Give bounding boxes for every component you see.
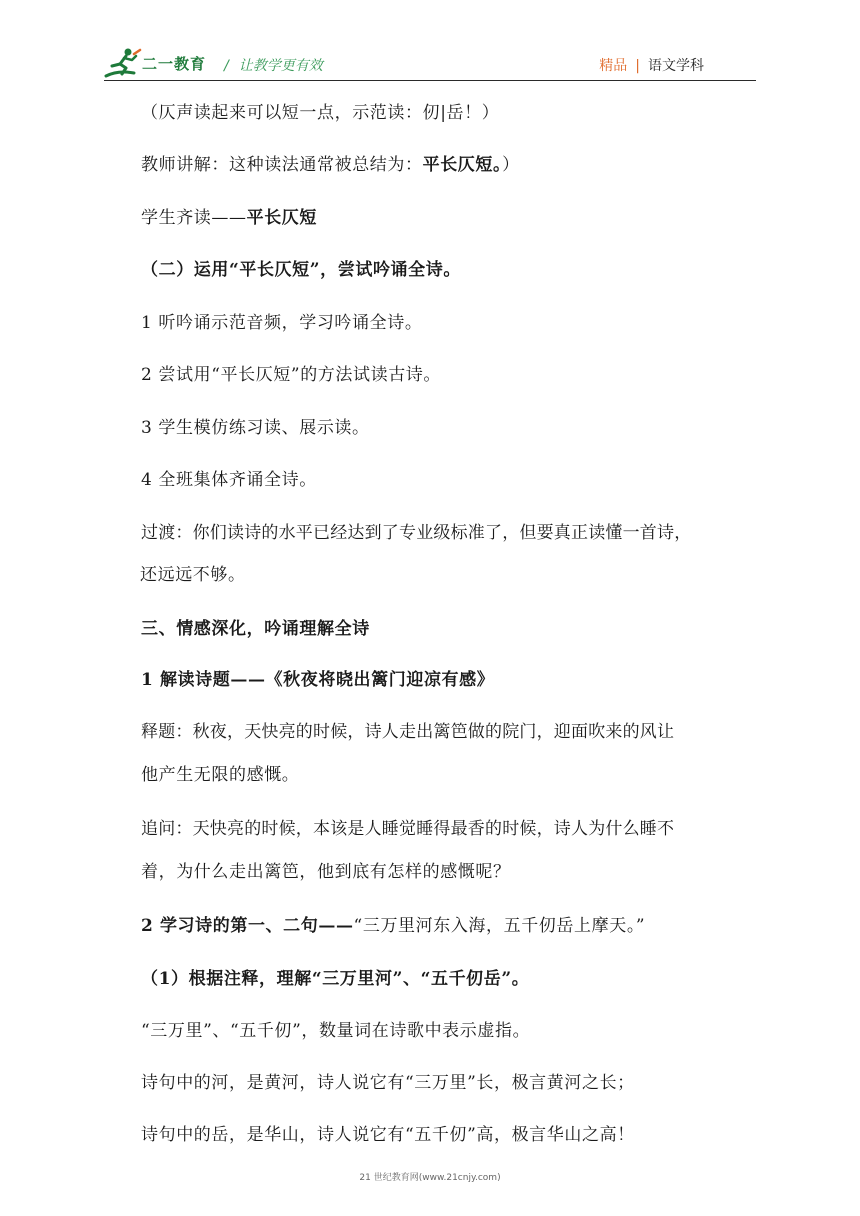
- text: 学生齐读——: [141, 208, 247, 228]
- paragraph: [141, 153, 773, 177]
- text: “三万里河东入海，五千仞岳上摩天。”: [353, 916, 646, 936]
- list-item: 3 学生模仿练习读、展示读。: [141, 418, 370, 438]
- paragraph: [141, 206, 773, 230]
- paragraph-continuation: 他产生无限的感慨。: [141, 765, 300, 785]
- section-heading: 三、情感深化，吟诵理解全诗: [141, 619, 370, 639]
- paragraph-continuation: [141, 563, 773, 587]
- brand-name: 二一教育: [142, 55, 207, 73]
- bold-text: 2 学习诗的第一、二句——: [141, 916, 354, 936]
- list-item: 1 听吟诵示范音频，学习吟诵全诗。: [141, 313, 423, 333]
- header-right: [599, 55, 704, 75]
- text: 教师讲解：这种读法通常被总结为：: [141, 155, 423, 175]
- paragraph-continuation: 着，为什么走出篱笆，他到底有怎样的感慨呢？: [141, 862, 511, 882]
- slogan-separator: /: [224, 58, 229, 74]
- header-separator: |: [635, 58, 640, 74]
- paragraph: 追问：天快亮的时候，本该是人睡觉睡得最香的时候，诗人为什么睡不: [141, 819, 675, 839]
- quality-label: 精品: [599, 58, 628, 74]
- text: ）: [502, 155, 520, 175]
- section-subheading: （二）运用“平长仄短”，尝试吟诵全诗。: [141, 260, 461, 280]
- paragraph: （仄声读起来可以短一点，示范读：仞|岳！）: [141, 103, 500, 123]
- slogan: [224, 55, 323, 75]
- text: 还远远不够。: [140, 565, 246, 585]
- list-item: 4 全班集体齐诵全诗。: [141, 470, 317, 490]
- list-item: 2 尝试用“平长仄短”的方法试读古诗。: [141, 365, 442, 385]
- bold-text: 平长仄短。: [422, 155, 503, 175]
- subsection-heading: [141, 914, 773, 938]
- slogan-text: 让教学更有效: [238, 58, 323, 74]
- paragraph: 诗句中的岳，是华山，诗人说它有“五千仞”高，极言华山之高！: [141, 1125, 635, 1145]
- page-header: [104, 44, 756, 80]
- subject-label: 语文学科: [648, 58, 704, 74]
- bold-text: 平长仄短: [246, 208, 318, 228]
- section-subheading: （1）根据注释，理解“三万里河”、“五千仞岳”。: [141, 969, 530, 989]
- header-rule: [104, 80, 756, 81]
- paragraph: 过渡：你们读诗的水平已经达到了专业级标准了，但要真正读懂一首诗，: [141, 523, 692, 543]
- subsection-heading: 1 解读诗题——《秋夜将晓出篱门迎凉有感》: [141, 670, 495, 690]
- paragraph: “三万里”、“五千仞”，数量词在诗歌中表示虚指。: [141, 1021, 531, 1041]
- paragraph: 诗句中的河，是黄河，诗人说它有“三万里”长，极言黄河之长；: [141, 1073, 635, 1093]
- paragraph: 释题：秋夜，天快亮的时候，诗人走出篱笆做的院门，迎面吹来的风让: [141, 722, 675, 742]
- page-footer: 21 世纪教育网(www.21cnjy.com): [359, 1173, 501, 1183]
